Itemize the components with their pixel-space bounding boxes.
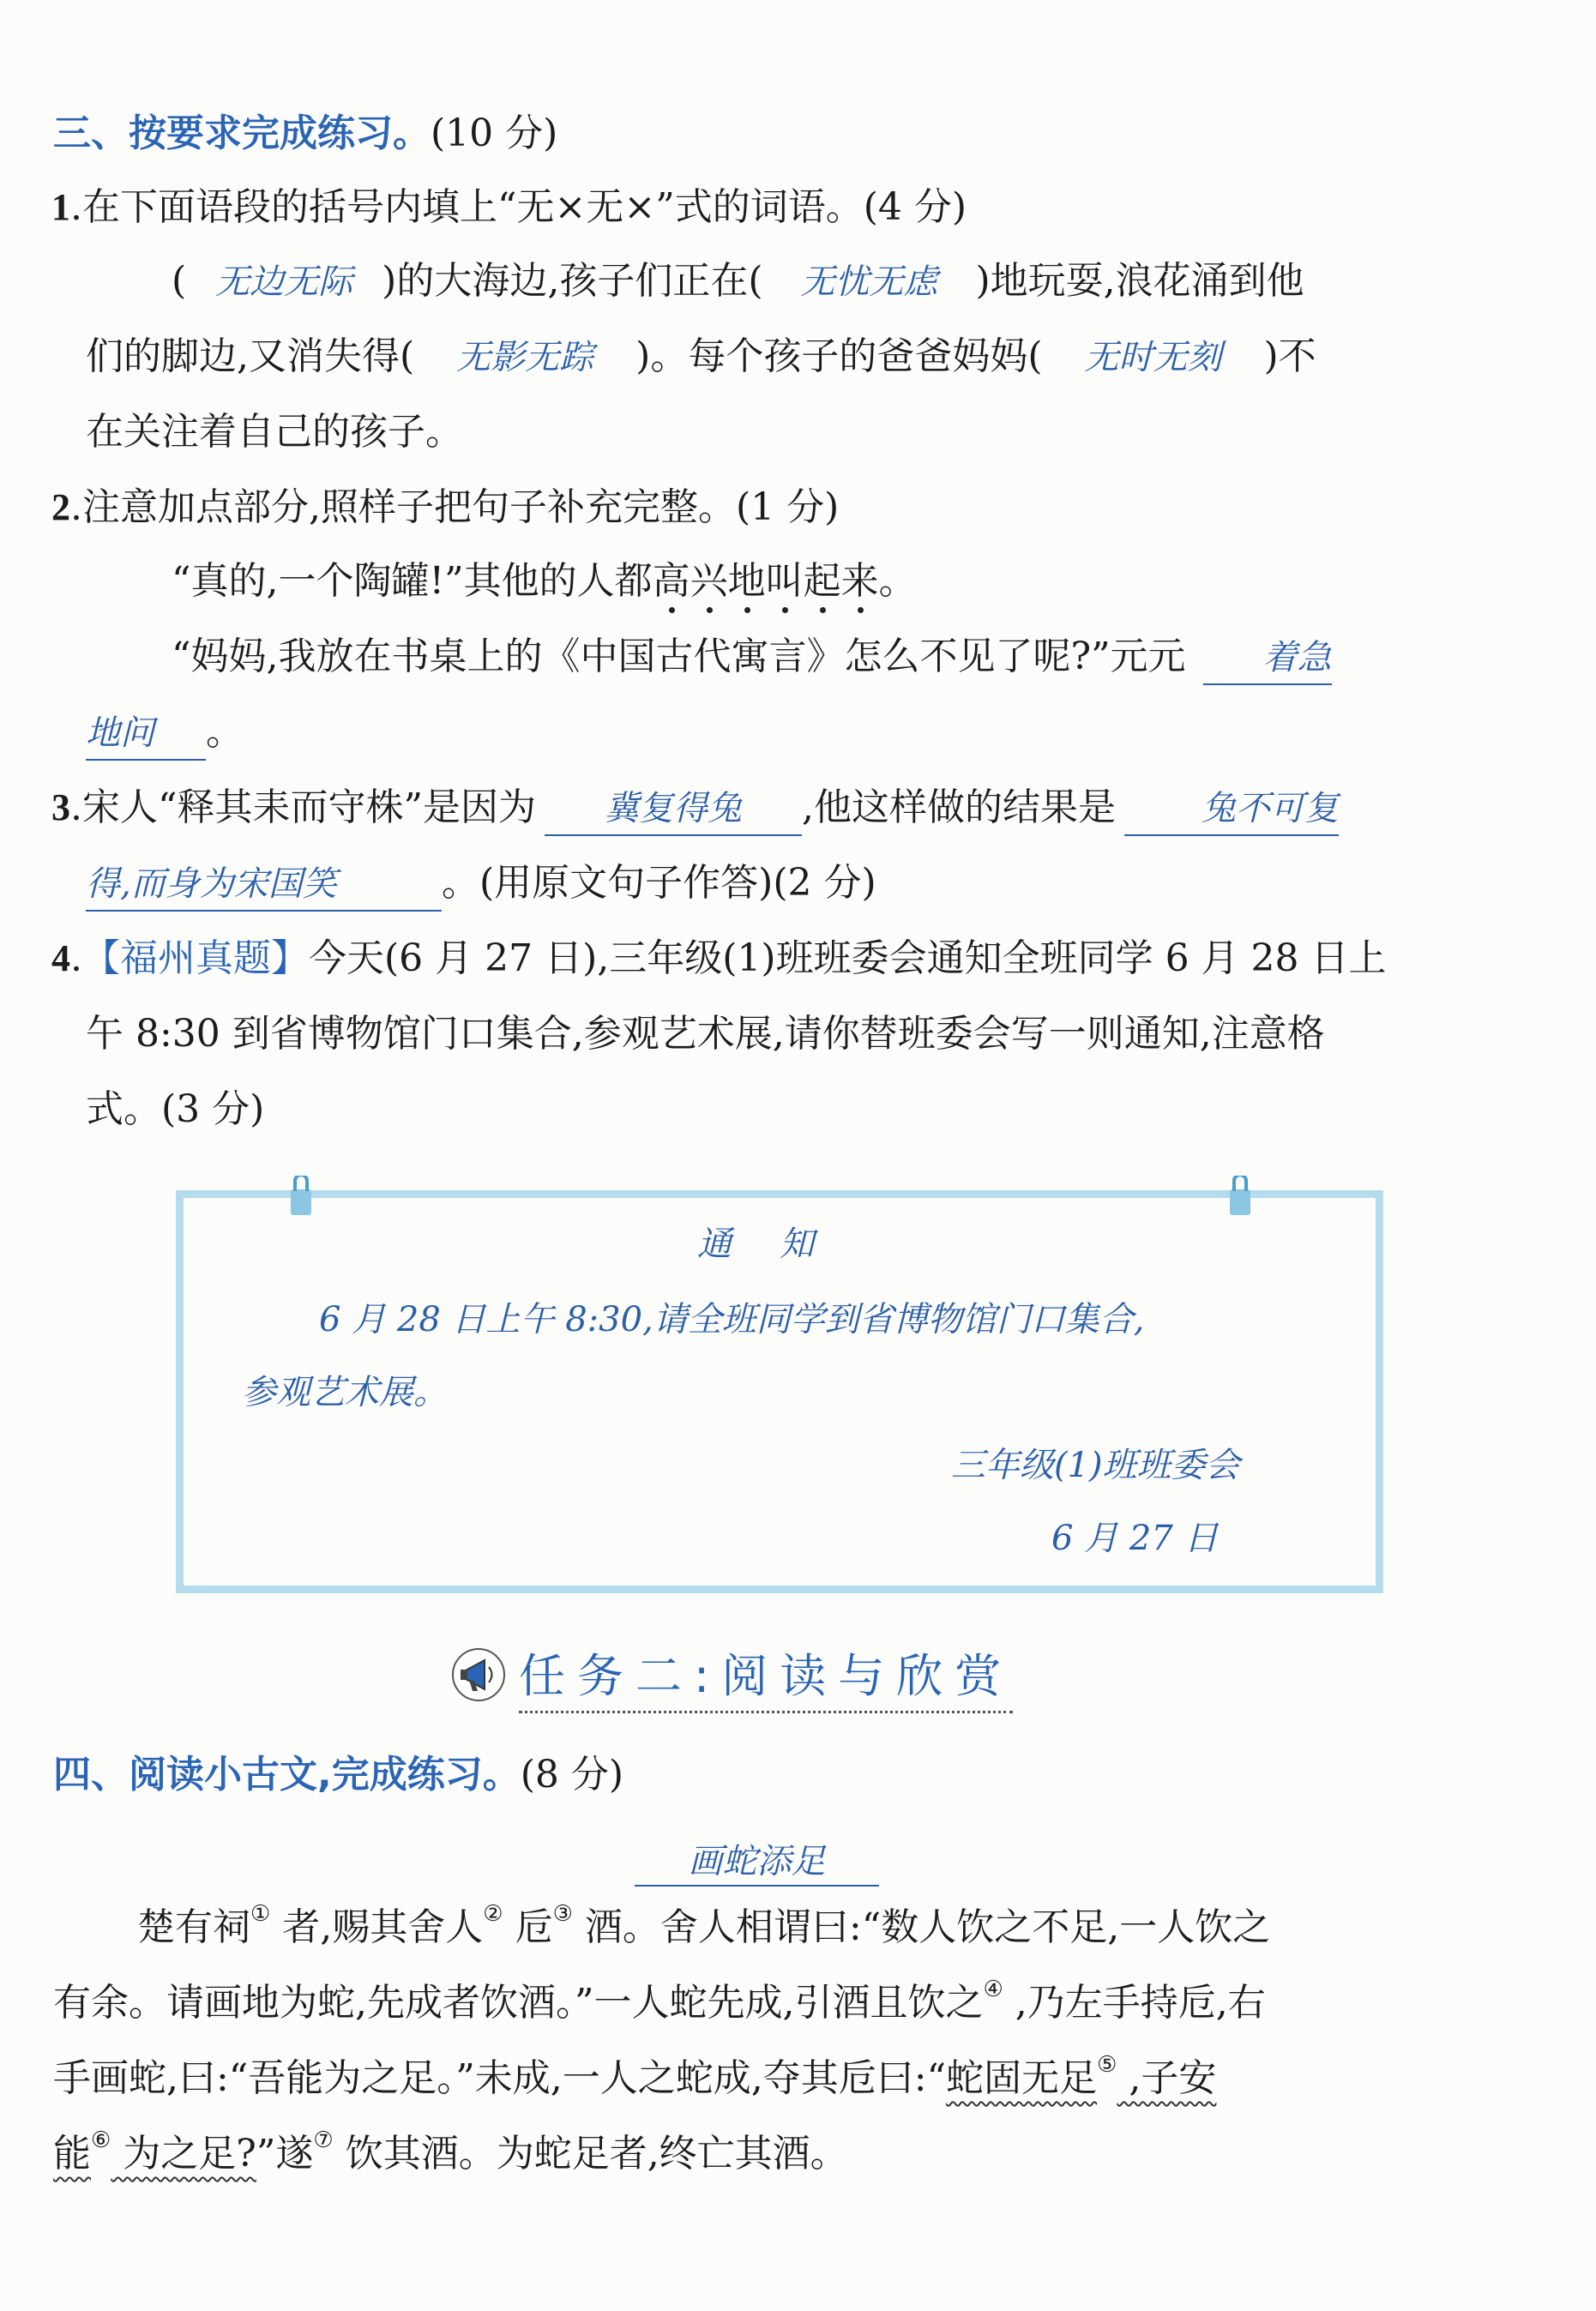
q2-answer-part-2: 地问 xyxy=(86,707,206,761)
q3-line-2 xyxy=(86,858,876,912)
dotted-char: 兴 xyxy=(690,559,728,603)
q3-text: 。(用原文句子作答)(2 分) xyxy=(442,861,876,905)
dotted-char: 来 xyxy=(840,559,879,603)
q1-para-line-2 xyxy=(86,331,1316,383)
task-2-header xyxy=(450,1642,1013,1711)
q3-number: 3 xyxy=(51,786,70,828)
q1-text: )。每个孩子的爸爸妈妈( xyxy=(635,334,1043,378)
q3-answer-1: 冀复得兔 xyxy=(545,783,802,836)
wavy-underlined-text: 蛇固无足 xyxy=(946,2056,1098,2100)
q2-answer-line xyxy=(86,707,244,761)
megaphone-icon xyxy=(450,1646,507,1706)
binder-clip-icon xyxy=(1226,1176,1255,1217)
dotted-char: 高 xyxy=(652,559,690,603)
passage-line-2 xyxy=(53,1977,1266,2029)
footnote-mark: ① xyxy=(250,1901,271,1927)
footnote-mark: ③ xyxy=(552,1901,573,1927)
notice-body-line-1: 6 月 28 日上午 8:30,请全班同学到省博物馆门口集合, xyxy=(319,1300,1145,1339)
q2-answer-part-1: 着急 xyxy=(1203,632,1332,685)
section-3-heading xyxy=(53,108,557,159)
q2-end: 。 xyxy=(206,710,244,754)
notice-date: 6 月 27 日 xyxy=(1051,1519,1219,1558)
passage-line-1 xyxy=(137,1902,1270,1953)
section-4-title: 四、阅读小古文,完成练习。 xyxy=(53,1753,521,1796)
task-2-title: 任务二:阅读与欣赏 xyxy=(519,1640,1013,1713)
q1-number: 1 xyxy=(51,186,70,228)
q1-para-line-3: 在关注着自己的孩子。 xyxy=(86,410,463,454)
q1-para-line-1 xyxy=(172,256,1304,308)
passage-text: 手画蛇,曰:“吾能为之足。”未成,一人之蛇成,夺其卮曰:“ xyxy=(53,2056,947,2100)
q3-answer-2a: 兔不可复 xyxy=(1124,783,1339,836)
passage-text: 楚有祠 xyxy=(137,1905,250,1949)
passage-text: 酒。舍人相谓曰:“数人饮之不足,一人饮之 xyxy=(572,1905,1271,1949)
binder-clip-icon xyxy=(286,1176,316,1217)
q1-answer-4: 无时无刻 xyxy=(1084,338,1222,377)
notice-signer: 三年级(1)班班委会 xyxy=(951,1446,1240,1485)
q4-number: 4 xyxy=(51,937,70,979)
wavy-underlined-text: 能 xyxy=(53,2132,91,2176)
q1-text: )地玩耍,浪花涌到他 xyxy=(975,259,1304,303)
wavy-underlined-text: ,子安 xyxy=(1117,2056,1217,2100)
q4-line-3: 式。(3 分) xyxy=(86,1087,265,1131)
footnote-mark: ⑦ xyxy=(313,2127,334,2153)
q1-answer-1: 无边无际 xyxy=(215,262,353,302)
footnote-mark: ⑤ xyxy=(1097,2052,1117,2078)
q2-prompt xyxy=(51,482,839,533)
q2-example-text: “真的,一个陶罐!”其他的人都 xyxy=(172,559,653,603)
q2-sentence xyxy=(172,631,1332,685)
footnote-mark: ⑥ xyxy=(91,2127,111,2153)
passage-text: 者,赐其舍人 xyxy=(270,1905,484,1949)
dotted-char: 地 xyxy=(727,559,766,603)
footnote-mark: ② xyxy=(483,1901,503,1927)
q4-line-1: 4.【福州真题】今天(6 月 27 日),三年级(1)班班委会通知全班同学 6 月 28 日上 xyxy=(51,936,1387,980)
footnote-mark: ④ xyxy=(983,1977,1003,2002)
q1-prompt-text: .在下面语段的括号内填上“无×无×”式的词语。(4 分) xyxy=(70,185,967,229)
passage-line-4 xyxy=(53,2128,848,2180)
notice-body-line-2: 参观艺术展。 xyxy=(242,1373,448,1412)
passage-text: ,乃左手持卮,右 xyxy=(1003,1981,1266,2025)
q3-text: ,他这样做的结果是 xyxy=(801,785,1116,829)
section-3-score: (10 分) xyxy=(431,111,558,155)
q1-text: )的大海边,孩子们正在( xyxy=(382,259,763,303)
passage-line-3 xyxy=(53,2053,1216,2104)
wavy-underlined-text: 为之足? xyxy=(111,2132,256,2176)
section-4-score: (8 分) xyxy=(520,1753,624,1796)
passage-text: 有余。请画地为蛇,先成者饮酒。”一人蛇先成,引酒且饮之 xyxy=(53,1981,984,2025)
passage-text: 卮 xyxy=(503,1905,553,1949)
q1-text: ( xyxy=(172,259,187,303)
passage-text: 饮其酒。为蛇足者,终亡其酒。 xyxy=(333,2132,848,2176)
notice-title: 通知 xyxy=(697,1225,862,1264)
notice-answer-box xyxy=(176,1190,1383,1593)
q3-text: .宋人“释其耒而守株”是因为 xyxy=(70,785,536,829)
q1-answer-2: 无忧无虑 xyxy=(800,262,938,302)
passage-text: ”遂 xyxy=(256,2132,314,2176)
q4-source-tag: 【福州真题】 xyxy=(82,936,309,980)
q1-text: 们的脚边,又消失得( xyxy=(86,334,415,378)
q1-answer-3: 无影无踪 xyxy=(456,338,594,377)
q2-sentence-text: “妈妈,我放在书桌上的《中国古代寓言》怎么不见了呢?”元元 xyxy=(172,635,1186,678)
dotted-char: 叫 xyxy=(765,559,804,603)
q4-line-2: 午 8:30 到省博物馆门口集合,参观艺术展,请你替班委会写一则通知,注意格 xyxy=(86,1012,1325,1056)
q2-prompt-text: .注意加点部分,照样子把句子补充完整。(1 分) xyxy=(70,485,840,529)
story-title: 画蛇添足 xyxy=(635,1839,879,1887)
dotted-char: 起 xyxy=(803,559,841,603)
section-3-title: 三、按要求完成练习。 xyxy=(53,111,431,155)
q2-example-text: 。 xyxy=(878,559,917,603)
q3-line-1 xyxy=(51,782,1339,836)
q2-number: 2 xyxy=(51,486,70,528)
q1-text: )不 xyxy=(1263,334,1316,378)
q1-prompt xyxy=(51,182,967,233)
q4-text: 今天(6 月 27 日),三年级(1)班班委会通知全班同学 6 月 28 日上 xyxy=(309,936,1387,980)
q2-example xyxy=(172,556,917,607)
section-4-heading xyxy=(53,1749,623,1801)
q3-answer-2b: 得,而身为宋国笑 xyxy=(86,858,442,912)
